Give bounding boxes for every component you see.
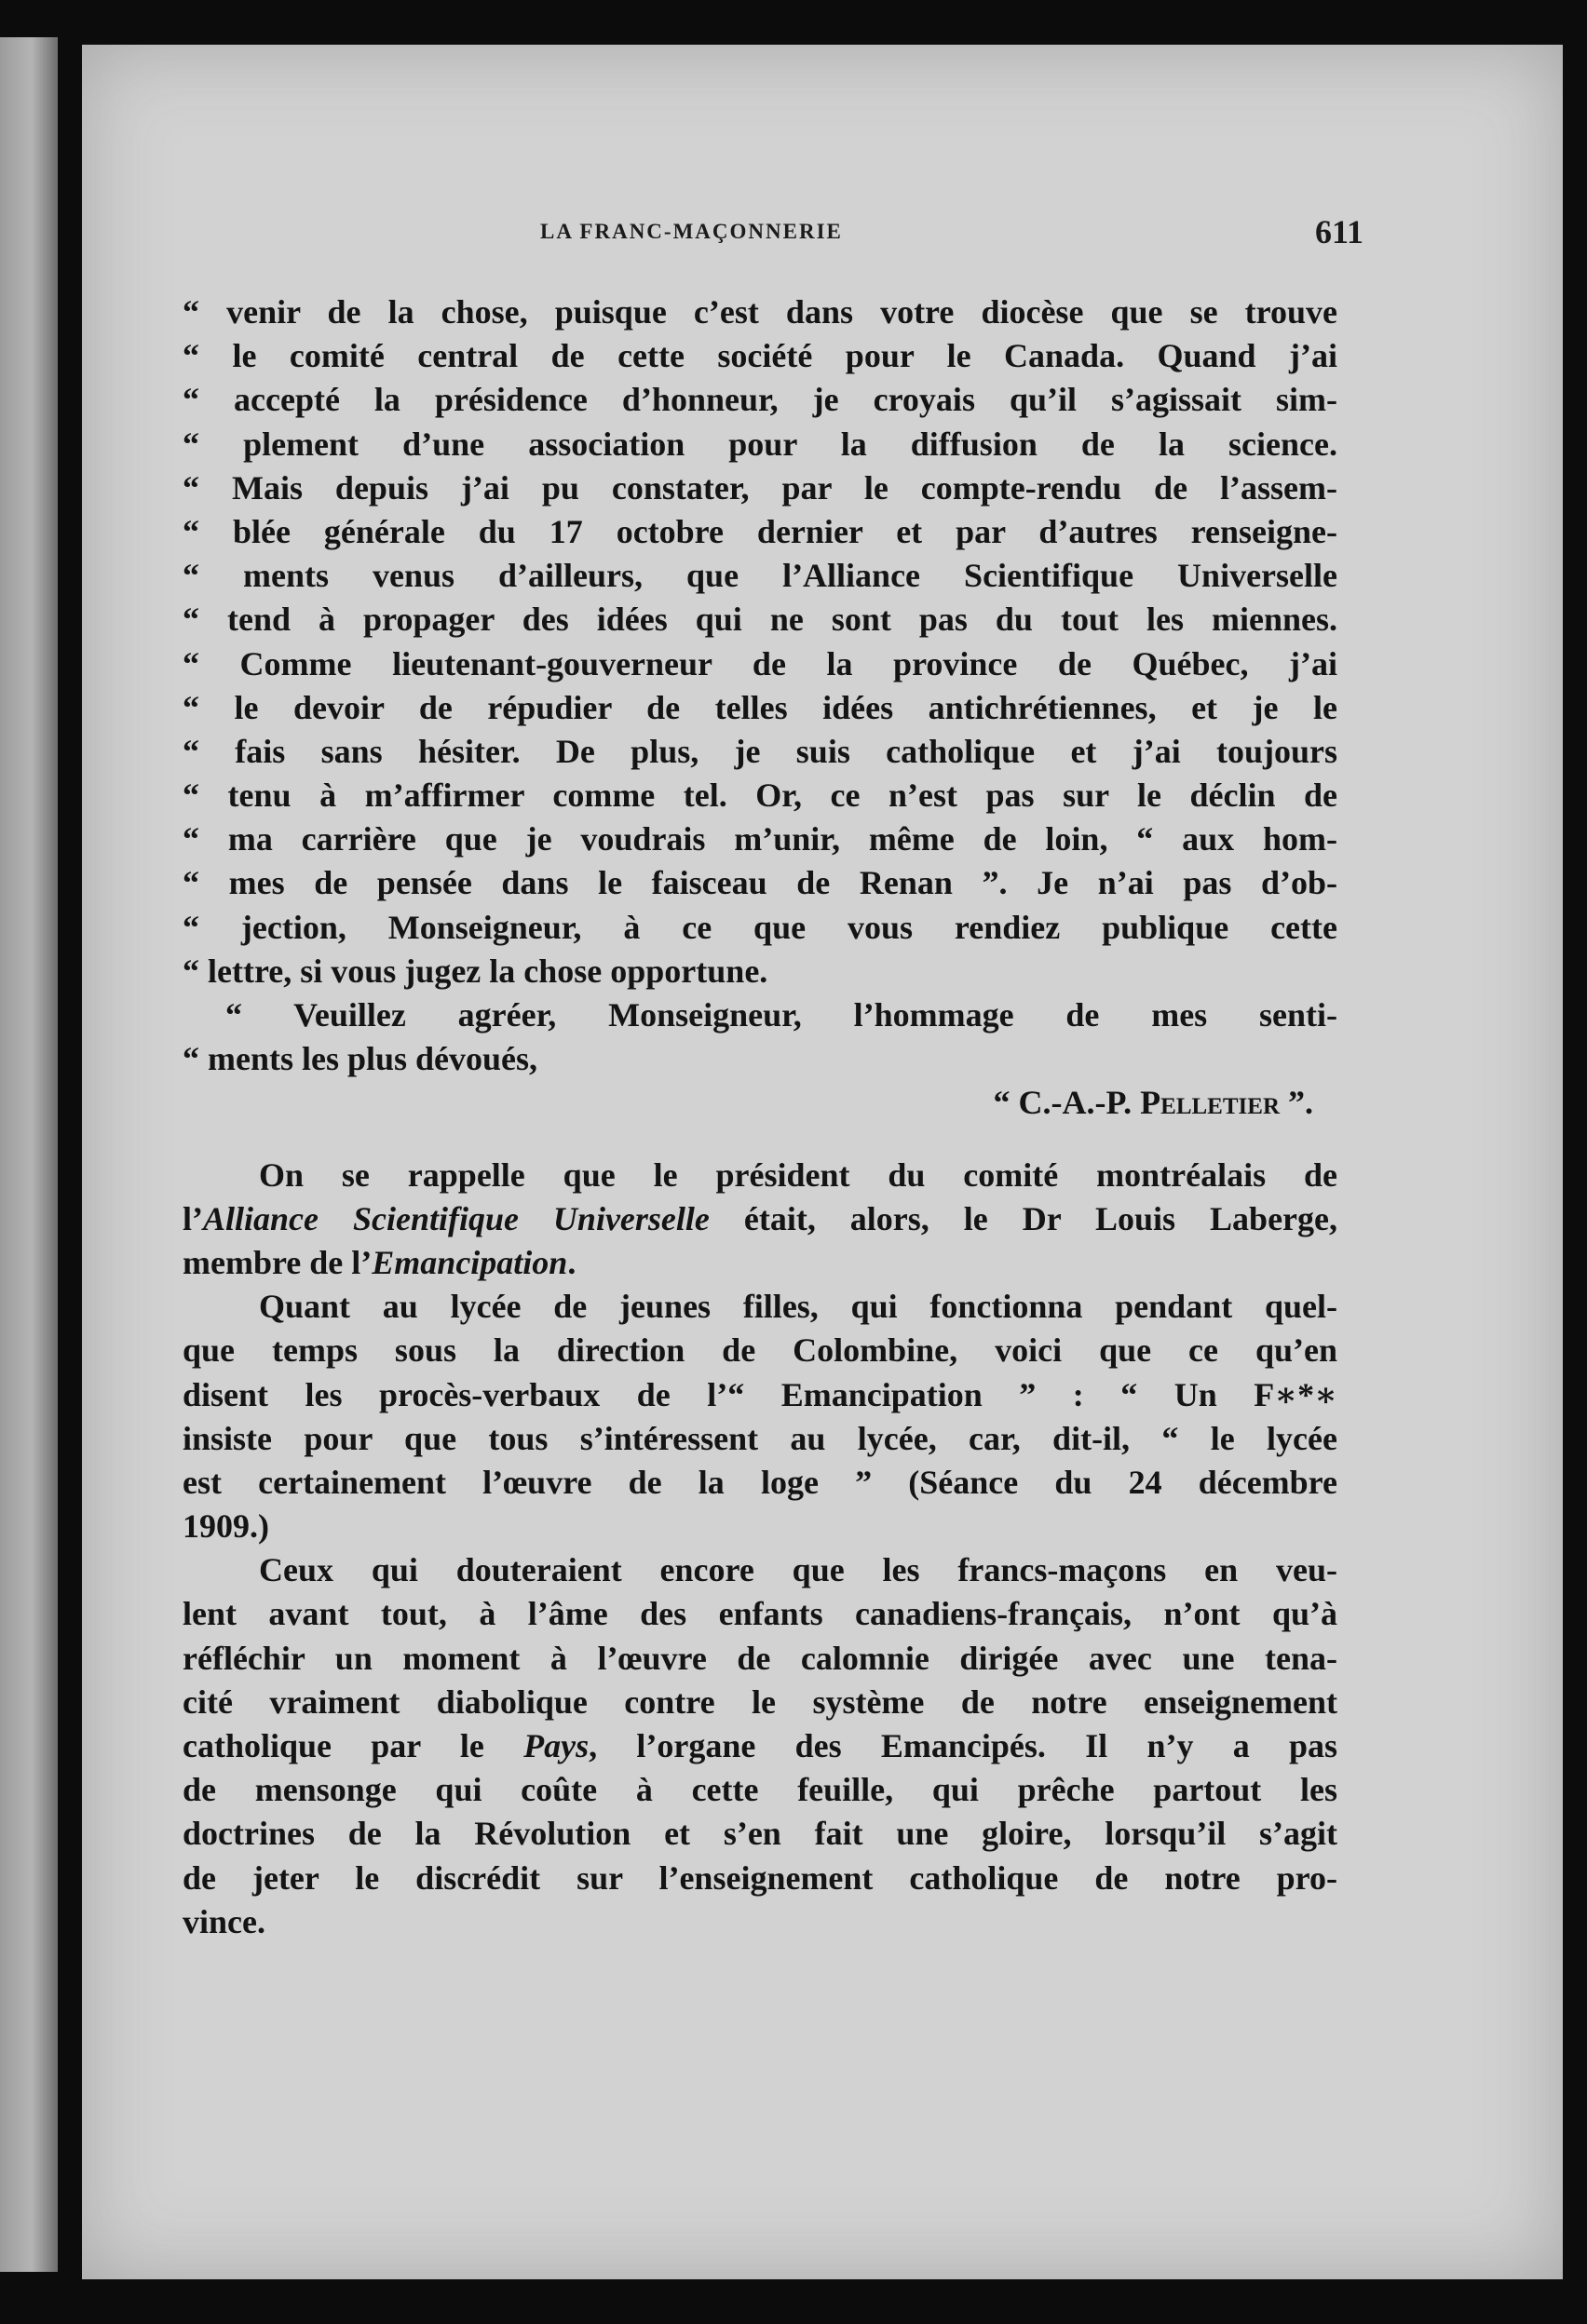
paragraph-laberge	[183, 1154, 1337, 1286]
running-title: LA FRANC-MAÇONNERIE	[540, 220, 843, 243]
text-line: que temps sous la direction de Colombine, voici que ce qu’en	[183, 1331, 1337, 1370]
page-number: 611	[1314, 213, 1363, 250]
text-run: .	[567, 1243, 576, 1281]
text-line: 1909.)	[183, 1507, 269, 1546]
text-run: l’	[183, 1199, 203, 1237]
text-line	[183, 1724, 1337, 1768]
text-line: vince.	[183, 1902, 265, 1940]
text-line: Quant au lycée de jeunes filles, qui fonctionna pendant quel-	[259, 1288, 1337, 1326]
text-line: insiste pour que tous s’intéressent au lycée, car, dit-il, “ le lycée	[183, 1419, 1337, 1457]
text-line: “ Mais depuis j’ai pu constater, par le compte-rendu de l’assem-	[183, 468, 1337, 507]
adjacent-page-edge	[0, 37, 58, 2272]
text-run: catholique par le	[183, 1727, 524, 1764]
text-line: “ ma carrière que je voudrais m’unir, même de loin, “ aux hom-	[183, 820, 1337, 858]
text-line: est certainement l’œuvre de la loge ” (Séance du 24 décembre	[183, 1463, 1337, 1501]
text-line: “ lettre, si vous jugez la chose opportune.	[183, 952, 768, 990]
text-line: de mensonge qui coûte à cette feuille, qui prêche partout les	[183, 1771, 1337, 1809]
text-line	[183, 1241, 1337, 1285]
text-line: “ jection, Monseigneur, à ce que vous rendiez publique cette	[183, 908, 1337, 946]
signature-name: Pelletier	[1140, 1084, 1280, 1122]
text-line: On se rappelle que le président du comité montréalais de	[259, 1155, 1337, 1194]
text-run: était, alors, le Dr Louis Laberge,	[709, 1199, 1337, 1237]
text-line: cité vraiment diabolique contre le système de notre enseignement	[183, 1682, 1337, 1721]
text-line: “ plement d’une association pour la diffusion de la science.	[183, 425, 1337, 463]
text-line: lent avant tout, à l’âme des enfants canadiens-français, n’ont qu’à	[183, 1595, 1337, 1633]
letter-signature	[183, 1081, 1337, 1125]
text-line: “ tend à propager des idées qui ne sont pas du tout les miennes.	[183, 601, 1337, 639]
italic-run: Alliance Scientifique Universelle	[203, 1199, 710, 1237]
text-line: “ le devoir de répudier de telles idées antichrétiennes, et je le	[183, 688, 1337, 726]
running-head	[540, 212, 1363, 257]
text-line	[183, 1197, 1337, 1241]
paragraph-pays	[183, 1548, 1337, 1944]
letter-closing-line: “ ments les plus dévoués,	[183, 1040, 538, 1078]
letter-quote	[183, 290, 1337, 1126]
text-line: “ le comité central de cette société pour le Canada. Quand j’ai	[183, 337, 1337, 375]
text-line: de jeter le discrédit sur l’enseignement catholique de notre pro-	[183, 1858, 1337, 1897]
text-line: “ venir de la chose, puisque c’est dans votre diocèse que se trouve	[183, 293, 1337, 331]
body-text	[183, 290, 1337, 1944]
text-line: “ accepté la présidence d’honneur, je croyais qu’il s’agissait sim-	[183, 381, 1337, 419]
text-run: membre de l’	[183, 1243, 373, 1281]
text-run: , l’organe des Emancipés. Il n’y a pas	[589, 1727, 1338, 1764]
signature-close: ”.	[1280, 1084, 1313, 1122]
text-line: disent les procès-verbaux de l’“ Emancipation ” : “ Un F∗*∗	[183, 1375, 1337, 1413]
text-line: “ blée générale du 17 octobre dernier et par d’autres renseigne-	[183, 512, 1337, 550]
text-line: Ceux qui douteraient encore que les francs-maçons en veu-	[259, 1551, 1337, 1589]
text-line: réfléchir un moment à l’œuvre de calomnie dirigée avec une tena-	[183, 1639, 1337, 1677]
text-line: “ mes de pensée dans le faisceau de Renan ”. Je n’ai pas d’ob-	[183, 864, 1337, 902]
paragraph-lycee	[183, 1285, 1337, 1548]
italic-run: Pays	[523, 1727, 590, 1764]
text-line: “ ments venus d’ailleurs, que l’Alliance Scientifique Universelle	[183, 557, 1337, 595]
italic-run: Emancipation	[372, 1243, 568, 1281]
letter-closing-line: “ Veuillez agréer, Monseigneur, l’hommage de mes senti-	[225, 996, 1337, 1034]
text-line: “ Comme lieutenant-gouverneur de la province de Québec, j’ai	[183, 644, 1337, 682]
text-line: doctrines de la Révolution et s’en fait une gloire, lorsqu’il s’agit	[183, 1815, 1337, 1853]
signature-open: “ C.-A.-P.	[993, 1084, 1141, 1122]
text-line: “ fais sans hésiter. De plus, je suis catholique et j’ai toujours	[183, 732, 1337, 770]
text-line: “ tenu à m’affirmer comme tel. Or, ce n’est pas sur le déclin de	[183, 777, 1337, 815]
